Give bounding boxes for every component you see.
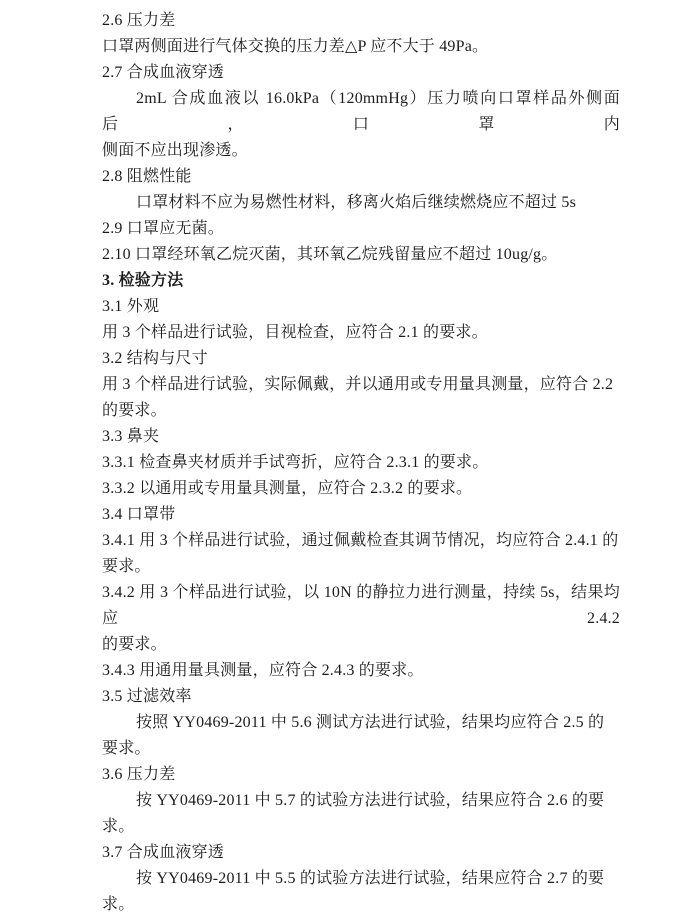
heading-2-8: 2.8 阻燃性能 — [102, 168, 192, 185]
item-3-3-1: 3.3.1 检查鼻夹材质并手试弯折，应符合 2.3.1 的要求。 — [102, 454, 489, 471]
item-3-3-2: 3.3.2 以通用或专用量具测量，应符合 2.3.2 的要求。 — [102, 480, 473, 497]
para-3-6: 按 YY0469-2011 中 5.7 的试验方法进行试验，结果应符合 2.6 的要求。 — [102, 792, 605, 835]
heading-3-3: 3.3 鼻夹 — [102, 428, 160, 445]
heading-3-4: 3.4 口罩带 — [102, 506, 176, 523]
item-2-9: 2.9 口罩应无菌。 — [102, 220, 225, 237]
para-3-5: 按照 YY0469-2011 中 5.6 测试方法进行试验，结果均应符合 2.5 的要求。 — [102, 714, 605, 757]
item-3-4-1: 3.4.1 用 3 个样品进行试验，通过佩戴检查其调节情况，均应符合 2.4.1 的要求。 — [102, 532, 619, 575]
para-2-7-line1: 2mL 合成血液以 16.0kPa（120mmHg）压力喷向口罩样品外侧面后，口罩内 — [102, 90, 620, 133]
heading-3-7: 3.7 合成血液穿透 — [102, 844, 225, 861]
heading-2-7: 2.7 合成血液穿透 — [102, 64, 225, 81]
para-2-6: 口罩两侧面进行气体交换的压力差△P 应不大于 49Pa。 — [102, 38, 489, 55]
item-2-10: 2.10 口罩经环氧乙烷灭菌，其环氧乙烷残留量应不超过 10ug/g。 — [102, 246, 558, 263]
heading-3-1: 3.1 外观 — [102, 298, 160, 315]
item-3-4-3: 3.4.3 用通用量具测量，应符合 2.4.3 的要求。 — [102, 662, 424, 679]
item-3-4-2-line2: 的要求。 — [102, 636, 167, 653]
heading-3: 3. 检验方法 — [102, 272, 184, 289]
heading-2-6: 2.6 压力差 — [102, 12, 176, 29]
heading-3-2: 3.2 结构与尺寸 — [102, 350, 208, 367]
heading-3-6: 3.6 压力差 — [102, 766, 176, 783]
para-3-1: 用 3 个样品进行试验，目视检查，应符合 2.1 的要求。 — [102, 324, 488, 341]
para-3-2: 用 3 个样品进行试验，实际佩戴，并以通用或专用量具测量，应符合 2.2 的要求。 — [102, 376, 614, 419]
para-3-7: 按 YY0469-2011 中 5.5 的试验方法进行试验，结果应符合 2.7 的要求。 — [102, 870, 605, 913]
para-2-8: 口罩材料不应为易燃性材料，移离火焰后继续燃烧应不超过 5s — [136, 194, 577, 211]
para-2-7-line2: 侧面不应出现渗透。 — [102, 142, 248, 159]
heading-3-5: 3.5 过滤效率 — [102, 688, 192, 705]
item-3-4-2-line1: 3.4.2 用 3 个样品进行试验，以 10N 的静拉力进行测量，持续 5s，结果均应 2.4.2 — [102, 584, 620, 627]
